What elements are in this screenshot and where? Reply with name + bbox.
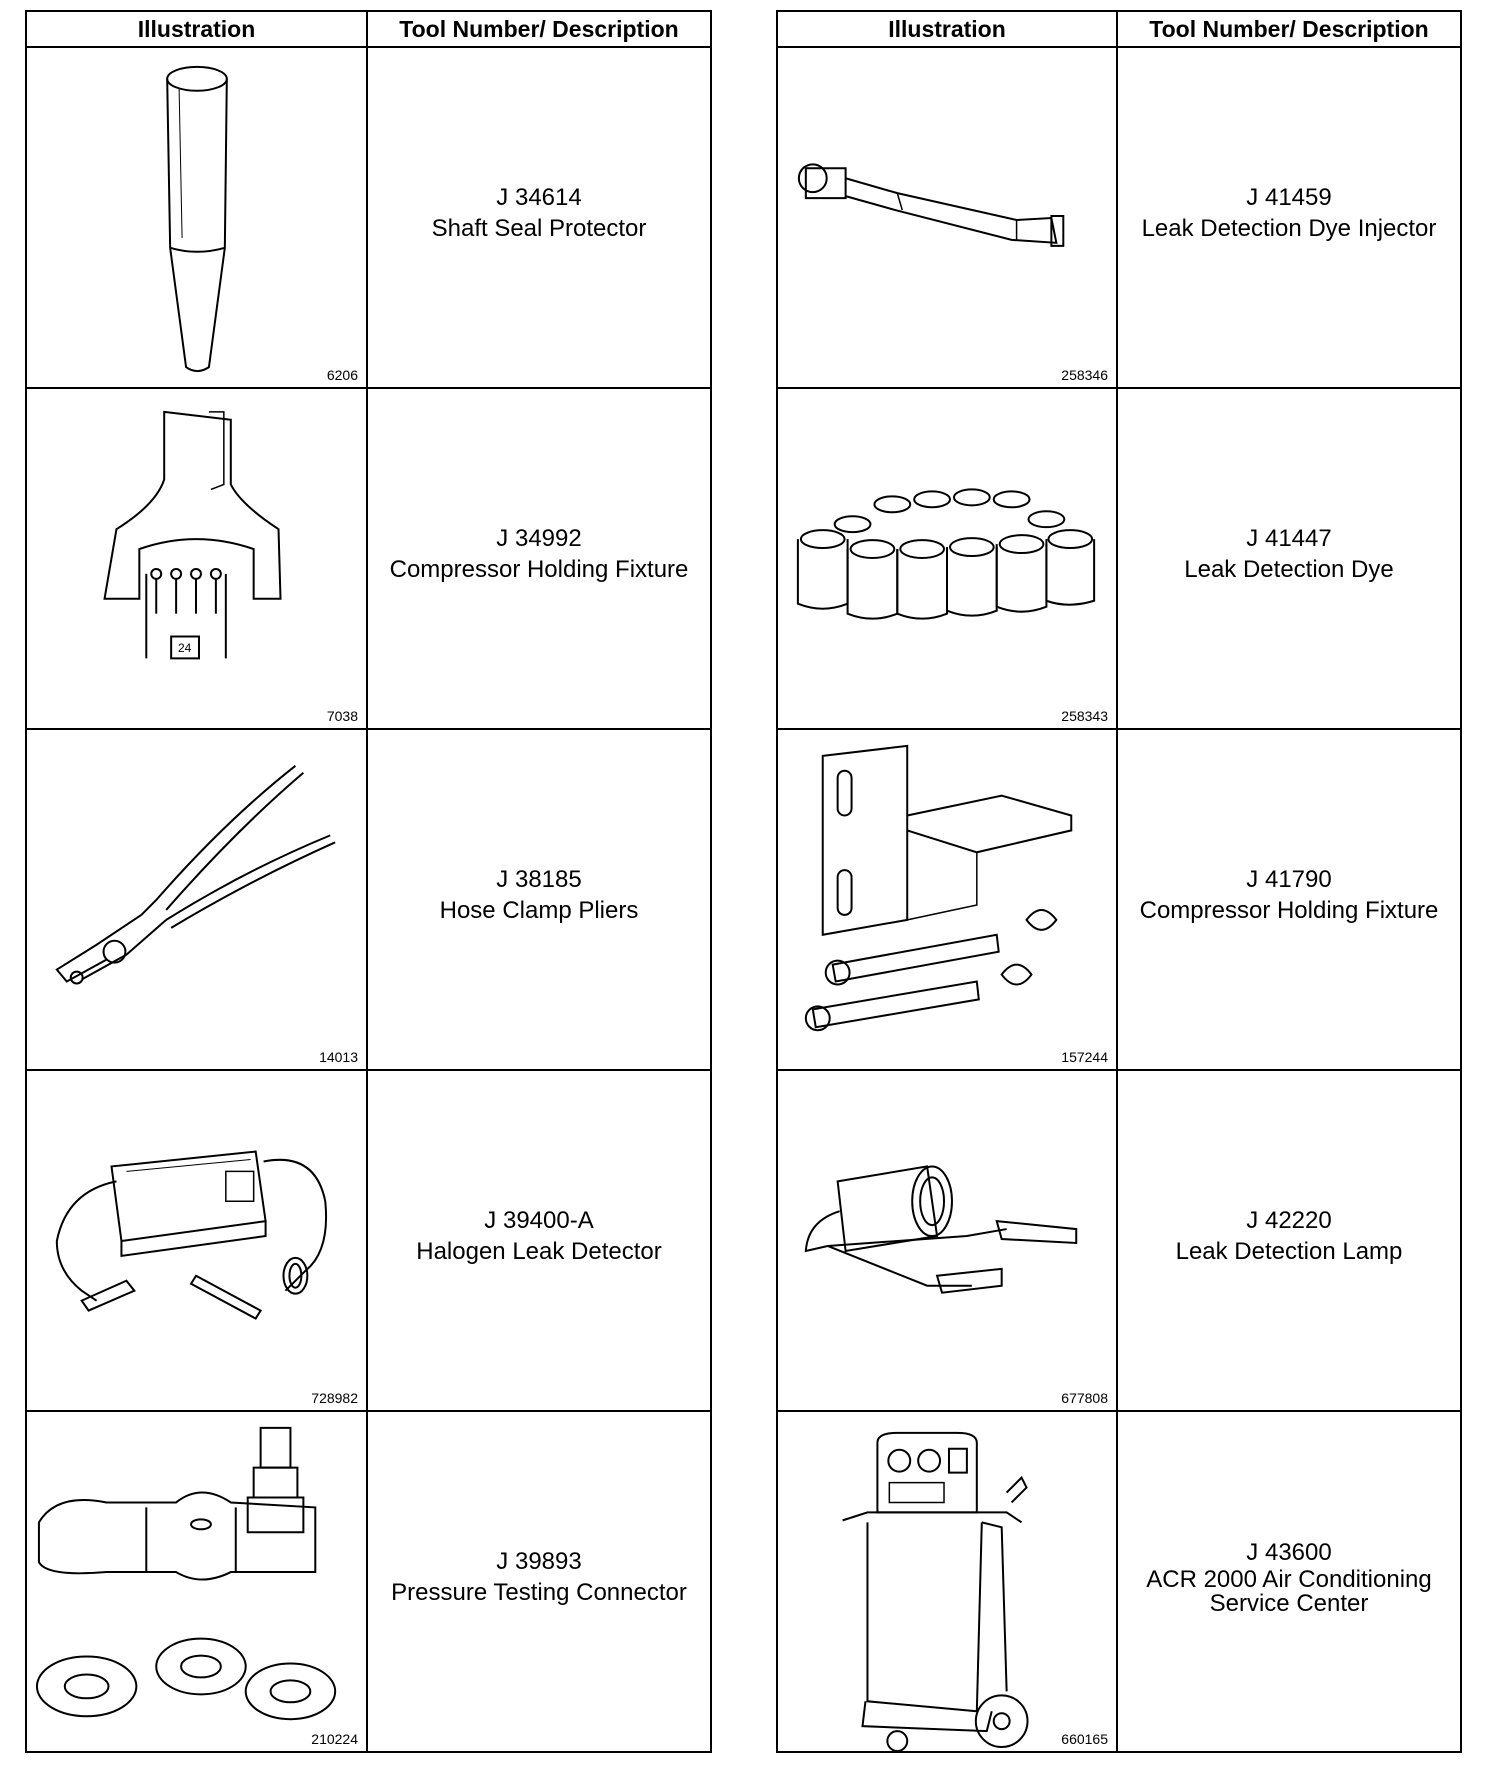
tool-description-cell <box>1117 729 1461 1070</box>
table-row <box>26 1411 711 1752</box>
tool-table-right <box>776 10 1462 1753</box>
leak-detection-lamp-icon <box>778 1071 1116 1410</box>
table-row <box>777 47 1461 388</box>
illustration-cell <box>777 1070 1117 1411</box>
tool-description-cell <box>1117 1070 1461 1411</box>
illustration-cell <box>26 388 367 729</box>
tool-description-cell <box>1117 388 1461 729</box>
shaft-seal-protector-icon <box>27 48 366 387</box>
ac-service-center-icon <box>778 1412 1116 1751</box>
tool-name: ACR 2000 Air Conditioning Service Center <box>1146 1566 1432 1617</box>
tool-name: Compressor Holding Fixture <box>389 555 689 583</box>
illustration-cell <box>26 47 367 388</box>
figure-number: 6206 <box>326 367 358 383</box>
figure-number: 258346 <box>1061 367 1108 383</box>
illustration-cell <box>26 1411 367 1752</box>
illustration-cell <box>26 729 367 1070</box>
tool-description-cell <box>367 47 711 388</box>
tool-number: J 41459 <box>1246 183 1332 211</box>
tool-description-cell <box>1117 1411 1461 1752</box>
dye-injector-icon <box>778 48 1116 387</box>
table-row <box>26 1070 711 1411</box>
tool-number: J 43600 <box>1246 1539 1332 1566</box>
figure-number: 677808 <box>1061 1390 1108 1406</box>
tool-name: Shaft Seal Protector <box>431 214 647 242</box>
tool-name: Leak Detection Dye <box>1184 555 1394 583</box>
tool-description-cell <box>367 729 711 1070</box>
compressor-holding-fixture-icon <box>27 389 366 728</box>
tool-number: J 39893 <box>496 1547 582 1575</box>
illustration-cell <box>777 729 1117 1070</box>
illustration-header: Illustration <box>26 11 367 47</box>
table-row <box>777 1070 1461 1411</box>
callout-label: 24 <box>178 641 192 655</box>
dye-bottles-icon <box>778 389 1116 728</box>
figure-number: 14013 <box>319 1049 358 1065</box>
tool-name: Pressure Testing Connector <box>391 1578 687 1606</box>
tool-number: J 34992 <box>496 524 582 552</box>
tool-number: J 42220 <box>1246 1206 1332 1234</box>
table-row <box>777 1411 1461 1752</box>
illustration-cell <box>26 1070 367 1411</box>
tool-number: J 38185 <box>496 865 582 893</box>
hose-clamp-pliers-icon <box>27 730 366 1069</box>
tool-name: Halogen Leak Detector <box>416 1237 662 1265</box>
figure-number: 728982 <box>311 1390 358 1406</box>
figure-number: 7038 <box>326 708 358 724</box>
illustration-cell <box>777 1411 1117 1752</box>
tool-description-cell <box>367 1070 711 1411</box>
halogen-leak-detector-icon <box>27 1071 366 1410</box>
tool-number: J 41447 <box>1246 524 1332 552</box>
tool-name: Leak Detection Lamp <box>1175 1237 1403 1265</box>
tool-description-cell <box>367 388 711 729</box>
table-row <box>26 47 711 388</box>
illustration-header: Illustration <box>777 11 1117 47</box>
tool-name: Leak Detection Dye Injector <box>1141 214 1437 242</box>
illustration-cell <box>777 47 1117 388</box>
table-header-row <box>777 11 1461 47</box>
figure-number: 258343 <box>1061 708 1108 724</box>
table-header-row <box>26 11 711 47</box>
illustration-cell <box>777 388 1117 729</box>
table-row <box>777 388 1461 729</box>
description-header: Tool Number/ Description <box>367 11 711 47</box>
tool-description-cell <box>367 1411 711 1752</box>
tool-number: J 41790 <box>1246 865 1332 893</box>
figure-number: 157244 <box>1061 1049 1108 1065</box>
tool-name: Hose Clamp Pliers <box>439 896 639 924</box>
tool-table-left <box>25 10 712 1753</box>
tool-number: J 39400-A <box>484 1206 594 1234</box>
tool-description-cell <box>1117 47 1461 388</box>
table-row <box>26 729 711 1070</box>
figure-number: 210224 <box>311 1731 358 1747</box>
tool-name: Compressor Holding Fixture <box>1139 896 1439 924</box>
holding-fixture-bracket-icon <box>778 730 1116 1069</box>
pressure-testing-connector-icon <box>27 1412 366 1751</box>
table-row <box>777 729 1461 1070</box>
description-header: Tool Number/ Description <box>1117 11 1461 47</box>
tool-number: J 34614 <box>496 183 582 211</box>
figure-number: 660165 <box>1061 1731 1108 1747</box>
table-row <box>26 388 711 729</box>
